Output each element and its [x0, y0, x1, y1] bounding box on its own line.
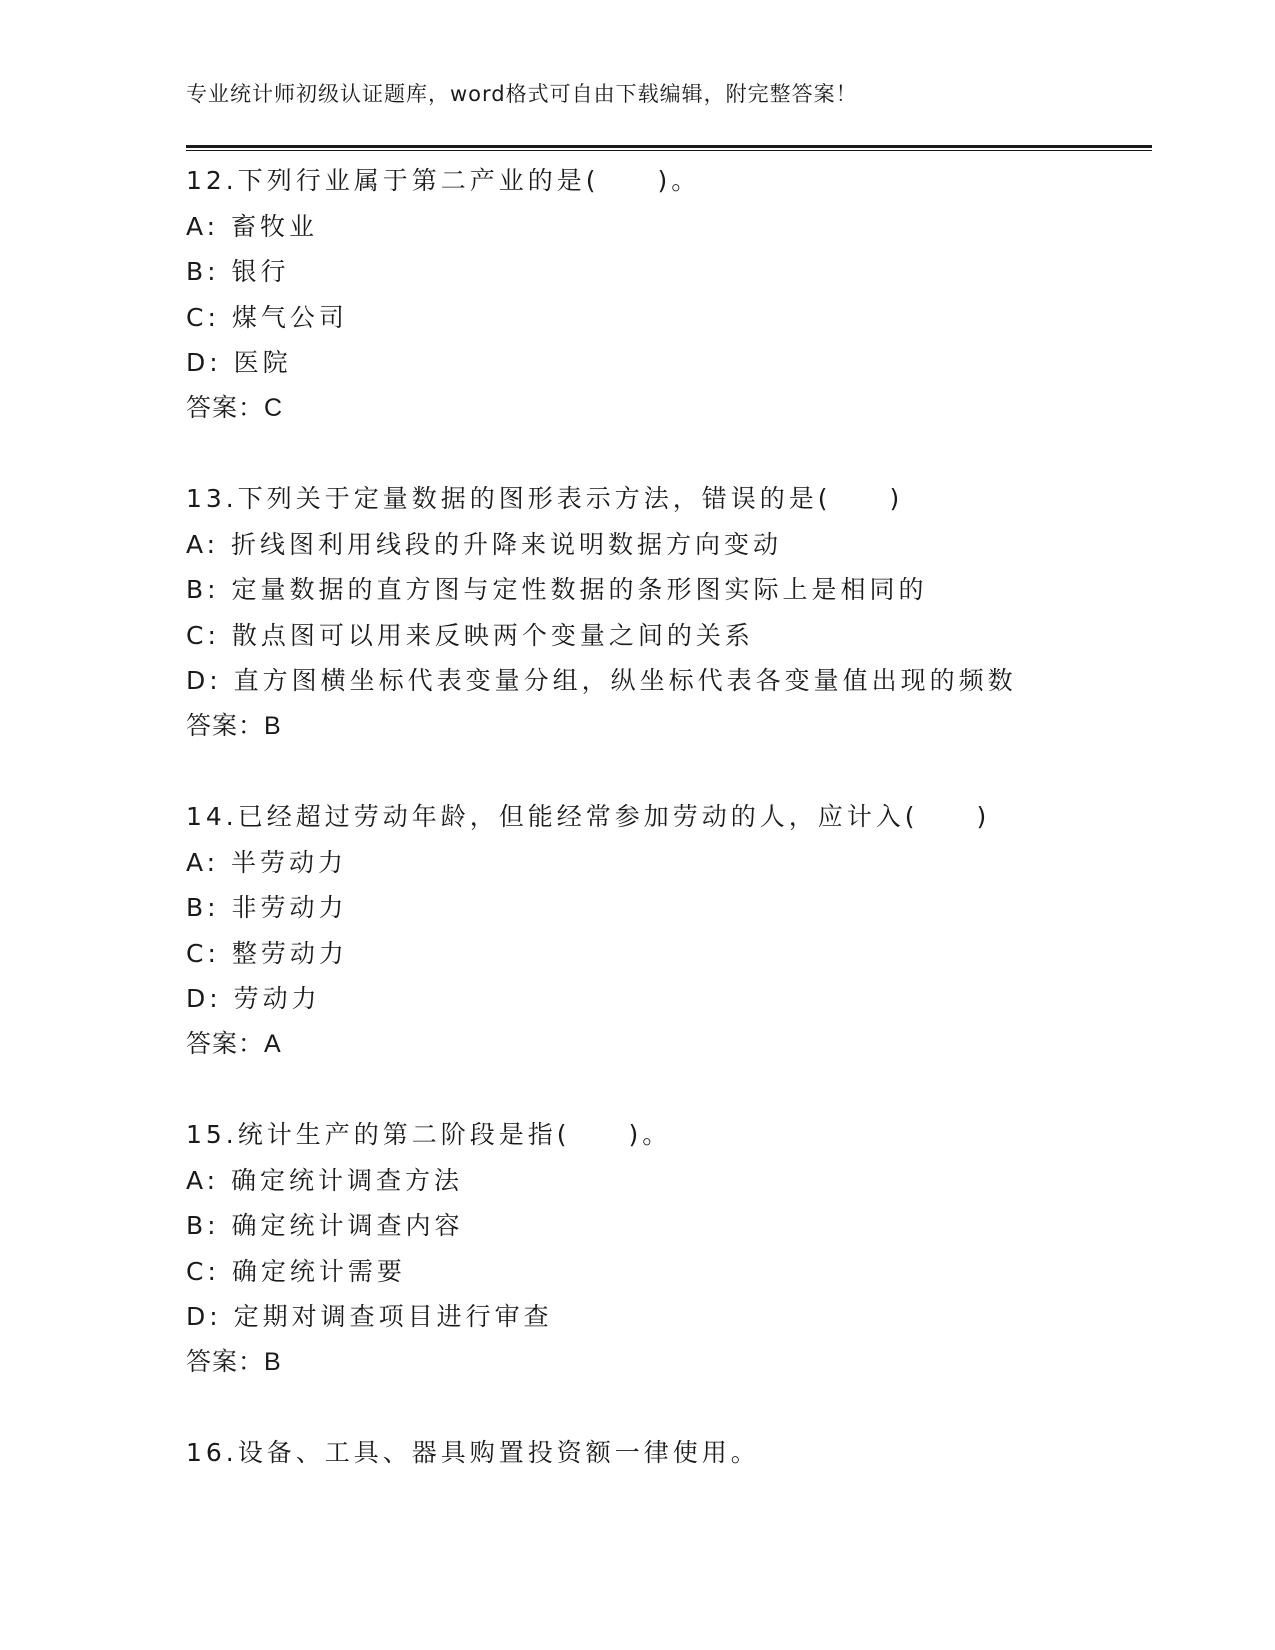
option-a: A: 确定统计调查方法 — [186, 1165, 464, 1195]
question-14 — [186, 794, 1152, 1067]
question-stem: 13.下列关于定量数据的图形表示方法，错误的是( ) — [186, 484, 904, 513]
spacer — [186, 1385, 1152, 1430]
option-a: A: 半劳动力 — [186, 847, 348, 877]
spacer — [186, 749, 1152, 794]
spacer — [186, 431, 1152, 476]
option-b: B: 银行 — [186, 257, 290, 286]
question-12 — [186, 158, 1152, 431]
option-b: B: 确定统计调查内容 — [186, 1211, 464, 1240]
option-c: C: 煤气公司 — [186, 302, 348, 332]
question-stem: 15.统计生产的第二阶段是指( )。 — [186, 1120, 672, 1149]
option-c: C: 散点图可以用来反映两个变量之间的关系 — [186, 620, 754, 650]
option-d: D: 定期对调查项目进行审查 — [186, 1302, 553, 1331]
option-d: D: 劳动力 — [186, 984, 321, 1013]
answer-line: 答案：C — [186, 393, 284, 422]
header-rule-thin — [186, 150, 1152, 151]
option-d: D: 直方图横坐标代表变量分组，纵坐标代表各变量值出现的频数 — [186, 666, 1017, 695]
answer-line: 答案：B — [186, 711, 282, 740]
header-rule-thick — [186, 145, 1152, 148]
answer-line: 答案：B — [186, 1347, 282, 1376]
question-list — [186, 158, 1152, 1476]
page-header: 专业统计师初级认证题库，word格式可自由下载编辑，附完整答案！ — [186, 82, 858, 106]
question-stem: 16.设备、工具、器具购置投资额一律使用。 — [186, 1438, 760, 1467]
option-a: A: 折线图利用线段的升降来说明数据方向变动 — [186, 529, 783, 559]
question-stem: 14.已经超过劳动年龄，但能经常参加劳动的人，应计入( ) — [186, 802, 991, 831]
option-c: C: 整劳动力 — [186, 938, 348, 968]
question-stem: 12.下列行业属于第二产业的是( )。 — [186, 166, 701, 195]
option-d: D: 医院 — [186, 348, 292, 377]
answer-line: 答案：A — [186, 1029, 282, 1058]
option-b: B: 非劳动力 — [186, 893, 348, 922]
question-16 — [186, 1430, 1152, 1476]
option-c: C: 确定统计需要 — [186, 1256, 406, 1286]
question-15 — [186, 1112, 1152, 1385]
question-13 — [186, 476, 1152, 749]
option-a: A: 畜牧业 — [186, 211, 319, 241]
spacer — [186, 1067, 1152, 1112]
option-b: B: 定量数据的直方图与定性数据的条形图实际上是相同的 — [186, 575, 928, 604]
